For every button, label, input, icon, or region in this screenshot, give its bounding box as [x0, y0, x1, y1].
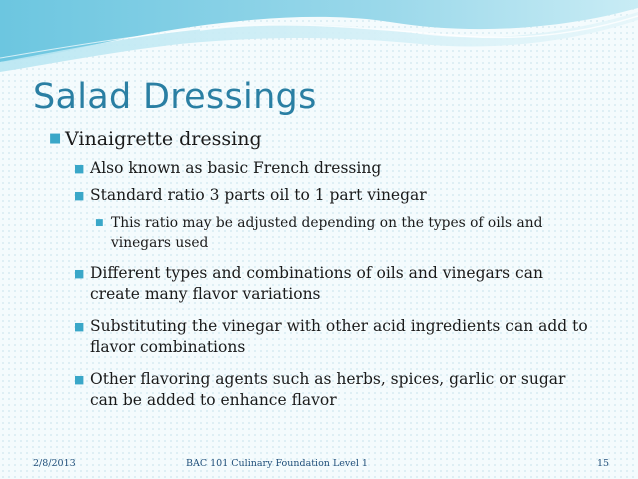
bullet-dot-icon: ■ — [49, 131, 62, 146]
list-item: ■ Different types and combinations of oils and vinegars can create many flavor variations — [74, 264, 543, 303]
bullet-dot-icon: ■ — [74, 162, 85, 175]
slide-title: Salad Dressings — [33, 77, 317, 117]
list-item: ■ Other flavoring agents such as herbs, spices, garlic or sugar can be added to enhance flavor — [74, 370, 566, 409]
bullet-dot-icon: ■ — [74, 267, 85, 280]
bullet-text: Vinaigrette dressing — [65, 128, 262, 150]
footer-page-number: 15 — [597, 458, 610, 469]
list-item: ■ Substituting the vinegar with other acid ingredients can add to flavor combinations — [74, 317, 588, 356]
footer-date: 2/8/2013 — [33, 458, 76, 469]
bullet-dot-icon: ■ — [74, 373, 85, 386]
bullet-dot-icon: ■ — [95, 218, 104, 228]
bullet-dot-icon: ■ — [74, 189, 85, 202]
wave-header-decoration — [0, 0, 638, 80]
bullet-dot-icon: ■ — [74, 320, 85, 333]
bullet-level1 — [50, 127, 262, 151]
footer-course: BAC 101 Culinary Foundation Level 1 — [186, 458, 368, 469]
list-item: ■ This ratio may be adjusted depending on the types of oils and vinegars used — [95, 215, 543, 251]
list-item: ■ Standard ratio 3 parts oil to 1 part vinegar — [74, 186, 427, 204]
list-item: ■ Also known as basic French dressing — [74, 159, 382, 177]
